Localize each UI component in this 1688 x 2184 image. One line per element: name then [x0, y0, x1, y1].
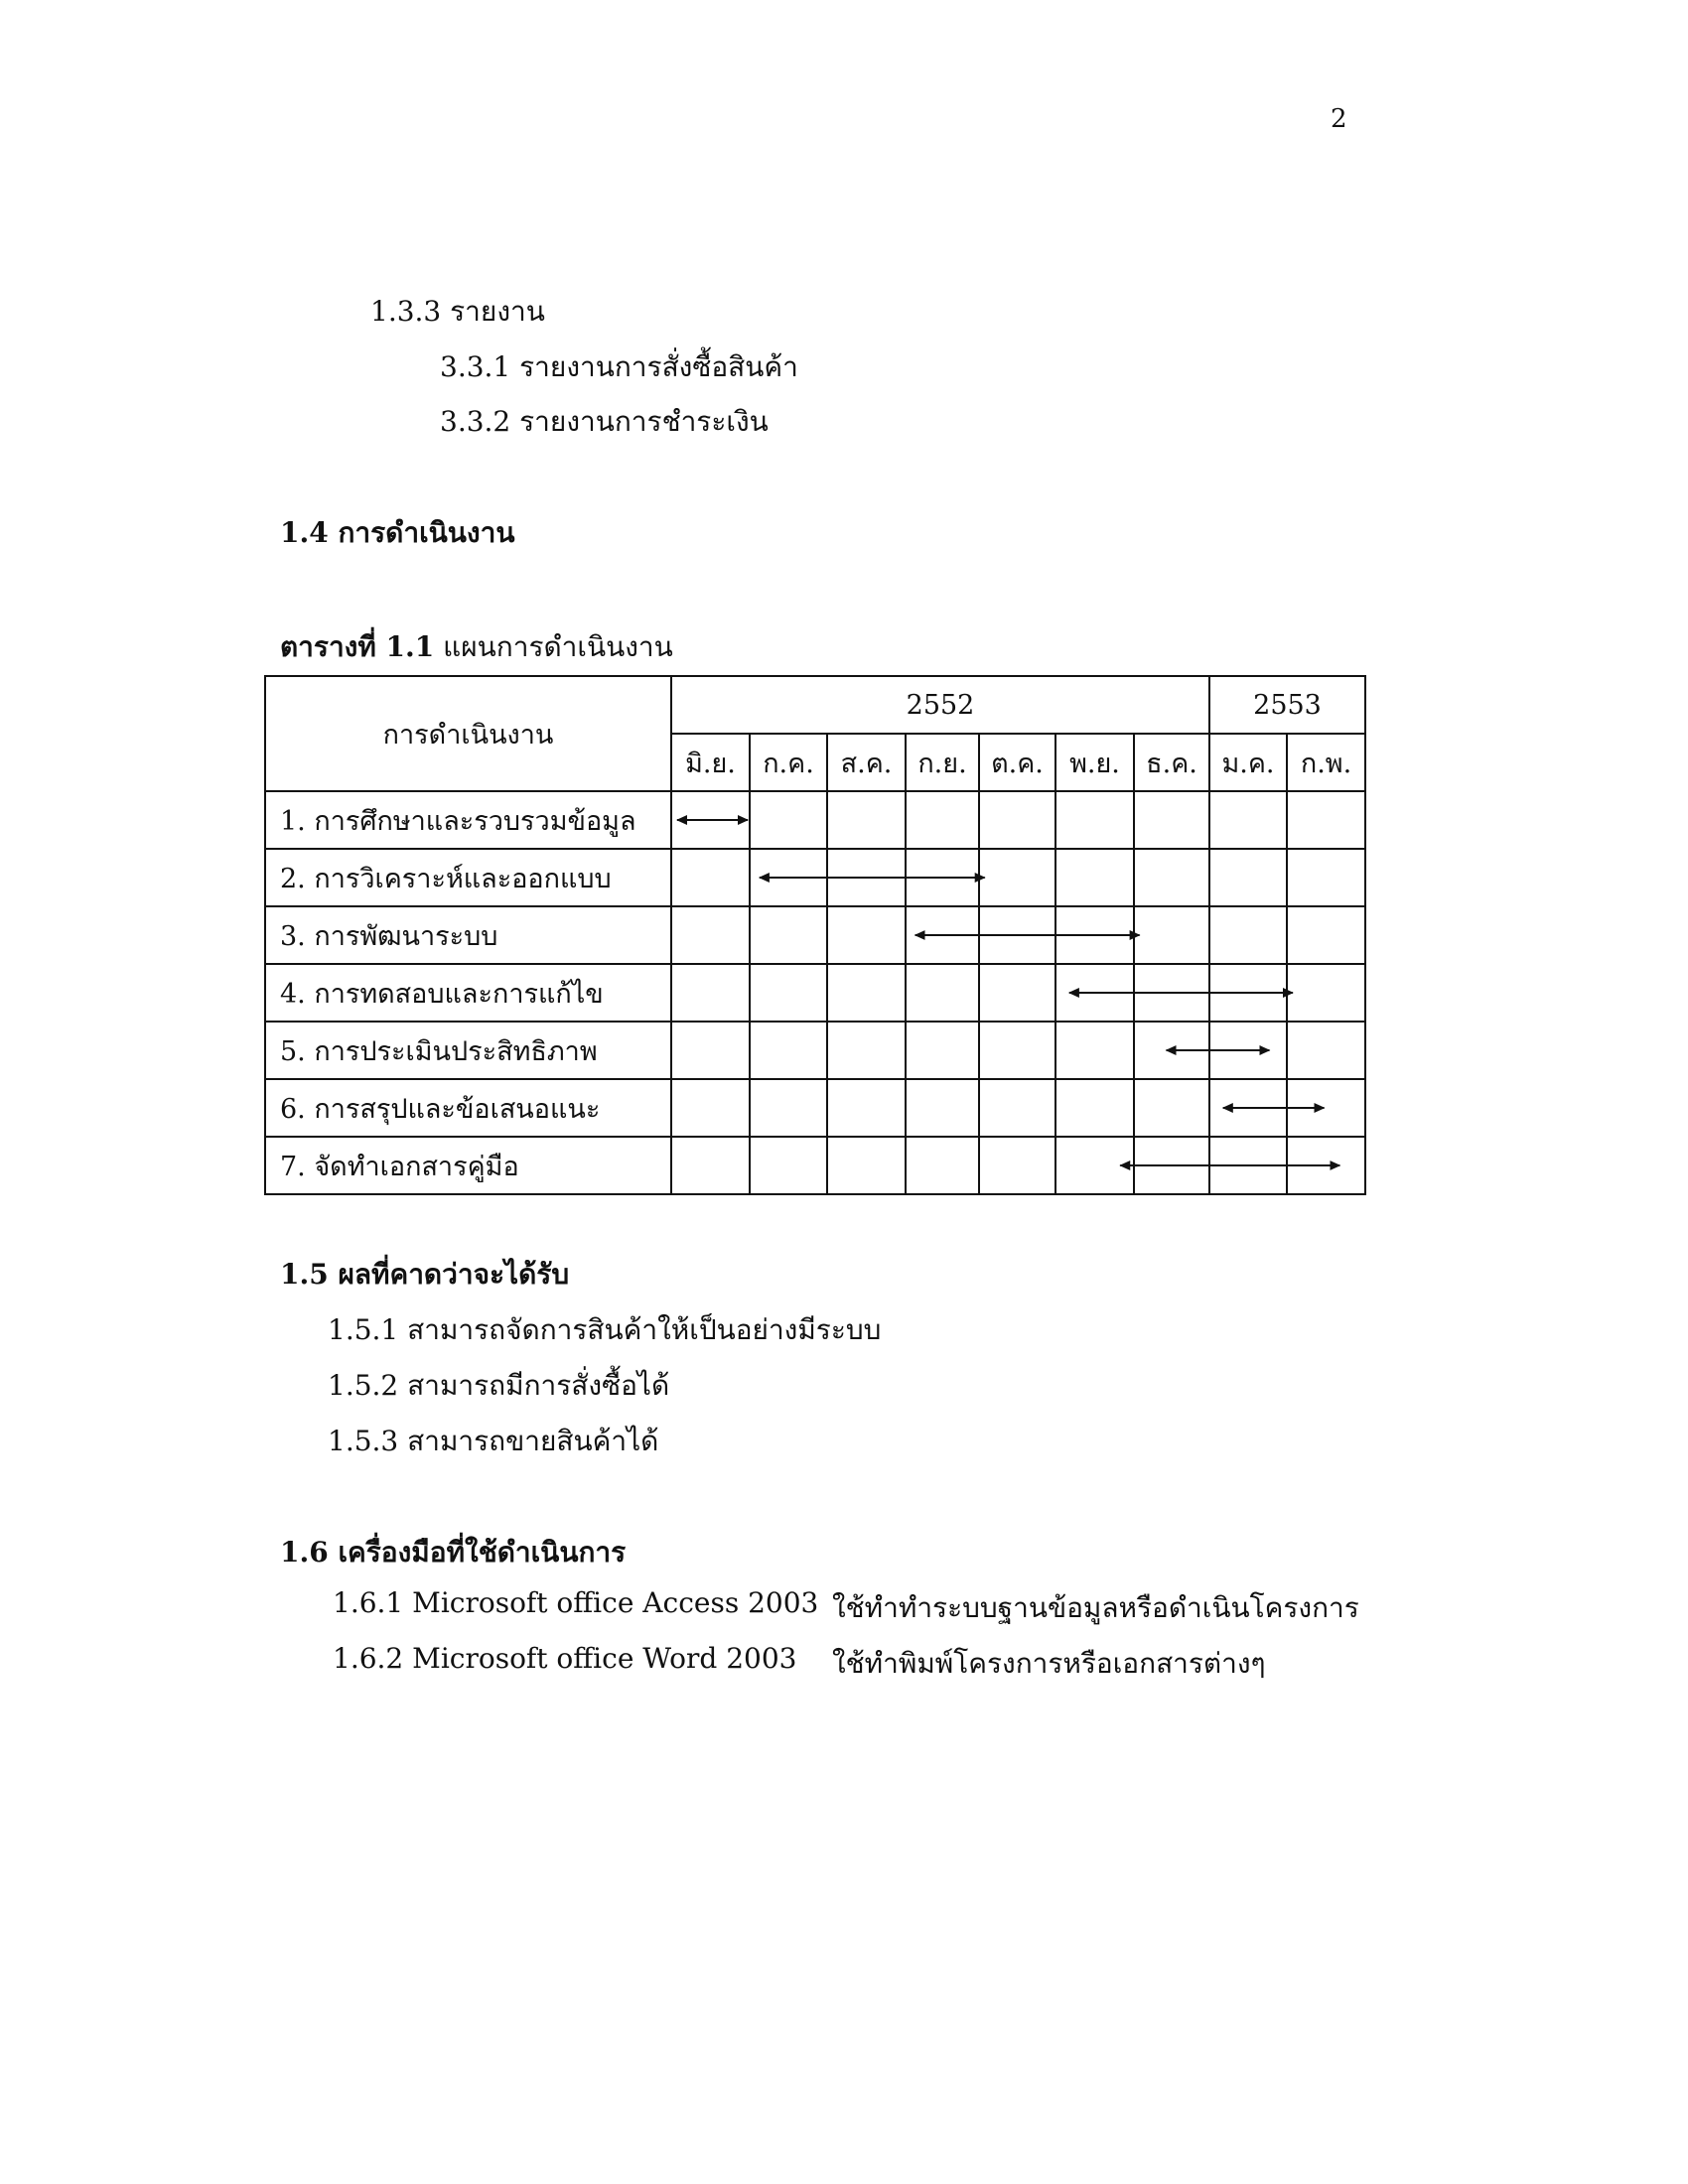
schedule-cell [671, 1137, 750, 1194]
schedule-cell [671, 1079, 750, 1137]
task-row [265, 906, 1365, 964]
schedule-cell [979, 1022, 1055, 1079]
expected-result-item: 1.5.2 สามารถมีการสั่งซื้อได้ [328, 1369, 670, 1402]
schedule-cell [1209, 849, 1287, 906]
schedule-cell [827, 791, 906, 849]
tool-name: 1.6.1 Microsoft office Access 2003 [333, 1586, 819, 1619]
schedule-cell [671, 906, 750, 964]
task-label: 1. การศึกษาและรวบรวมข้อมูล [265, 791, 671, 849]
section-1-3-3-heading: 1.3.3 รายงาน [370, 295, 545, 328]
schedule-cell [827, 1079, 906, 1137]
schedule-cell [1209, 906, 1287, 964]
schedule-cell [979, 964, 1055, 1022]
expected-result-item: 1.5.1 สามารถจัดการสินค้าให้เป็นอย่างมีระบบ [328, 1313, 882, 1346]
schedule-cell [671, 964, 750, 1022]
month-header: ธ.ค. [1134, 734, 1209, 791]
task-row [265, 791, 1365, 849]
expected-result-item: 1.5.3 สามารถขายสินค้าได้ [328, 1425, 659, 1457]
schedule-cell [827, 1137, 906, 1194]
schedule-cell [1209, 964, 1287, 1022]
schedule-cell [1287, 849, 1365, 906]
schedule-cell [906, 849, 979, 906]
schedule-cell [906, 1022, 979, 1079]
schedule-cell [827, 906, 906, 964]
schedule-cell [1055, 1079, 1134, 1137]
year-header: 2553 [1209, 676, 1365, 734]
schedule-cell [750, 1022, 827, 1079]
schedule-cell [1055, 791, 1134, 849]
schedule-table [264, 675, 1366, 1195]
schedule-cell [1134, 906, 1209, 964]
section-1-3-3-item: 3.3.1 รายงานการสั่งซื้อสินค้า [440, 350, 798, 383]
schedule-cell [827, 849, 906, 906]
schedule-cell [1134, 791, 1209, 849]
schedule-cell [1209, 1137, 1287, 1194]
table-caption-label: ตารางที่ 1.1 [280, 630, 435, 663]
month-header: มิ.ย. [671, 734, 750, 791]
schedule-cell [1055, 906, 1134, 964]
tool-name: 1.6.2 Microsoft office Word 2003 [333, 1642, 797, 1675]
schedule-cell [750, 791, 827, 849]
schedule-cell [979, 1079, 1055, 1137]
schedule-cell [827, 1022, 906, 1079]
schedule-cell [750, 1137, 827, 1194]
schedule-cell [979, 849, 1055, 906]
task-column-header: การดำเนินงาน [265, 676, 671, 791]
task-row [265, 1022, 1365, 1079]
month-header: ม.ค. [1209, 734, 1287, 791]
table-caption [280, 625, 673, 669]
tool-use: ใช้ทำพิมพ์โครงการหรือเอกสารต่างๆ [832, 1647, 1266, 1680]
month-header: ส.ค. [827, 734, 906, 791]
schedule-cell [1209, 791, 1287, 849]
task-label: 3. การพัฒนาระบบ [265, 906, 671, 964]
schedule-cell [750, 849, 827, 906]
month-header: ก.ย. [906, 734, 979, 791]
table-caption-text: แผนการดำเนินงาน [443, 630, 673, 663]
schedule-cell [1055, 1137, 1134, 1194]
schedule-cell [979, 791, 1055, 849]
schedule-cell [1055, 964, 1134, 1022]
month-header: ก.ค. [750, 734, 827, 791]
schedule-cell [1134, 1022, 1209, 1079]
task-row [265, 1079, 1365, 1137]
schedule-cell [906, 1137, 979, 1194]
task-label: 2. การวิเคราะห์และออกแบบ [265, 849, 671, 906]
section-1-4-heading: 1.4 การดำเนินงาน [280, 516, 515, 549]
schedule-cell [1134, 849, 1209, 906]
task-label: 5. การประเมินประสิทธิภาพ [265, 1022, 671, 1079]
schedule-cell [750, 1079, 827, 1137]
schedule-cell [671, 791, 750, 849]
page-number: 2 [1331, 104, 1347, 134]
schedule-cell [1134, 964, 1209, 1022]
schedule-cell [1055, 1022, 1134, 1079]
section-1-3-3-item: 3.3.2 รายงานการชำระเงิน [440, 405, 769, 438]
schedule-cell [750, 964, 827, 1022]
schedule-cell [1209, 1022, 1287, 1079]
schedule-cell [1287, 906, 1365, 964]
schedule-cell [671, 849, 750, 906]
schedule-cell [1287, 791, 1365, 849]
schedule-cell [671, 1022, 750, 1079]
task-row [265, 964, 1365, 1022]
task-label: 6. การสรุปและข้อเสนอแนะ [265, 1079, 671, 1137]
schedule-cell [1287, 1079, 1365, 1137]
month-header: ต.ค. [979, 734, 1055, 791]
task-row [265, 1137, 1365, 1194]
section-1-5-heading: 1.5 ผลที่คาดว่าจะได้รับ [280, 1258, 570, 1291]
year-header-row [265, 676, 1365, 734]
schedule-cell [1209, 1079, 1287, 1137]
schedule-cell [906, 1079, 979, 1137]
schedule-cell [1287, 1022, 1365, 1079]
month-header: ก.พ. [1287, 734, 1365, 791]
schedule-cell [827, 964, 906, 1022]
month-header: พ.ย. [1055, 734, 1134, 791]
section-1-6-heading: 1.6 เครื่องมือที่ใช้ดำเนินการ [280, 1536, 627, 1569]
year-header: 2552 [671, 676, 1209, 734]
schedule-cell [906, 791, 979, 849]
schedule-cell [906, 906, 979, 964]
schedule-cell [750, 906, 827, 964]
task-label: 4. การทดสอบและการแก้ไข [265, 964, 671, 1022]
tool-use: ใช้ทำทำระบบฐานข้อมูลหรือดำเนินโครงการ [832, 1591, 1359, 1624]
schedule-cell [1287, 964, 1365, 1022]
schedule-cell [979, 1137, 1055, 1194]
schedule-cell [906, 964, 979, 1022]
schedule-cell [1134, 1137, 1209, 1194]
schedule-cell [1055, 849, 1134, 906]
schedule-cell [1134, 1079, 1209, 1137]
task-row [265, 849, 1365, 906]
schedule-cell [1287, 1137, 1365, 1194]
task-label: 7. จัดทำเอกสารคู่มือ [265, 1137, 671, 1194]
schedule-cell [979, 906, 1055, 964]
